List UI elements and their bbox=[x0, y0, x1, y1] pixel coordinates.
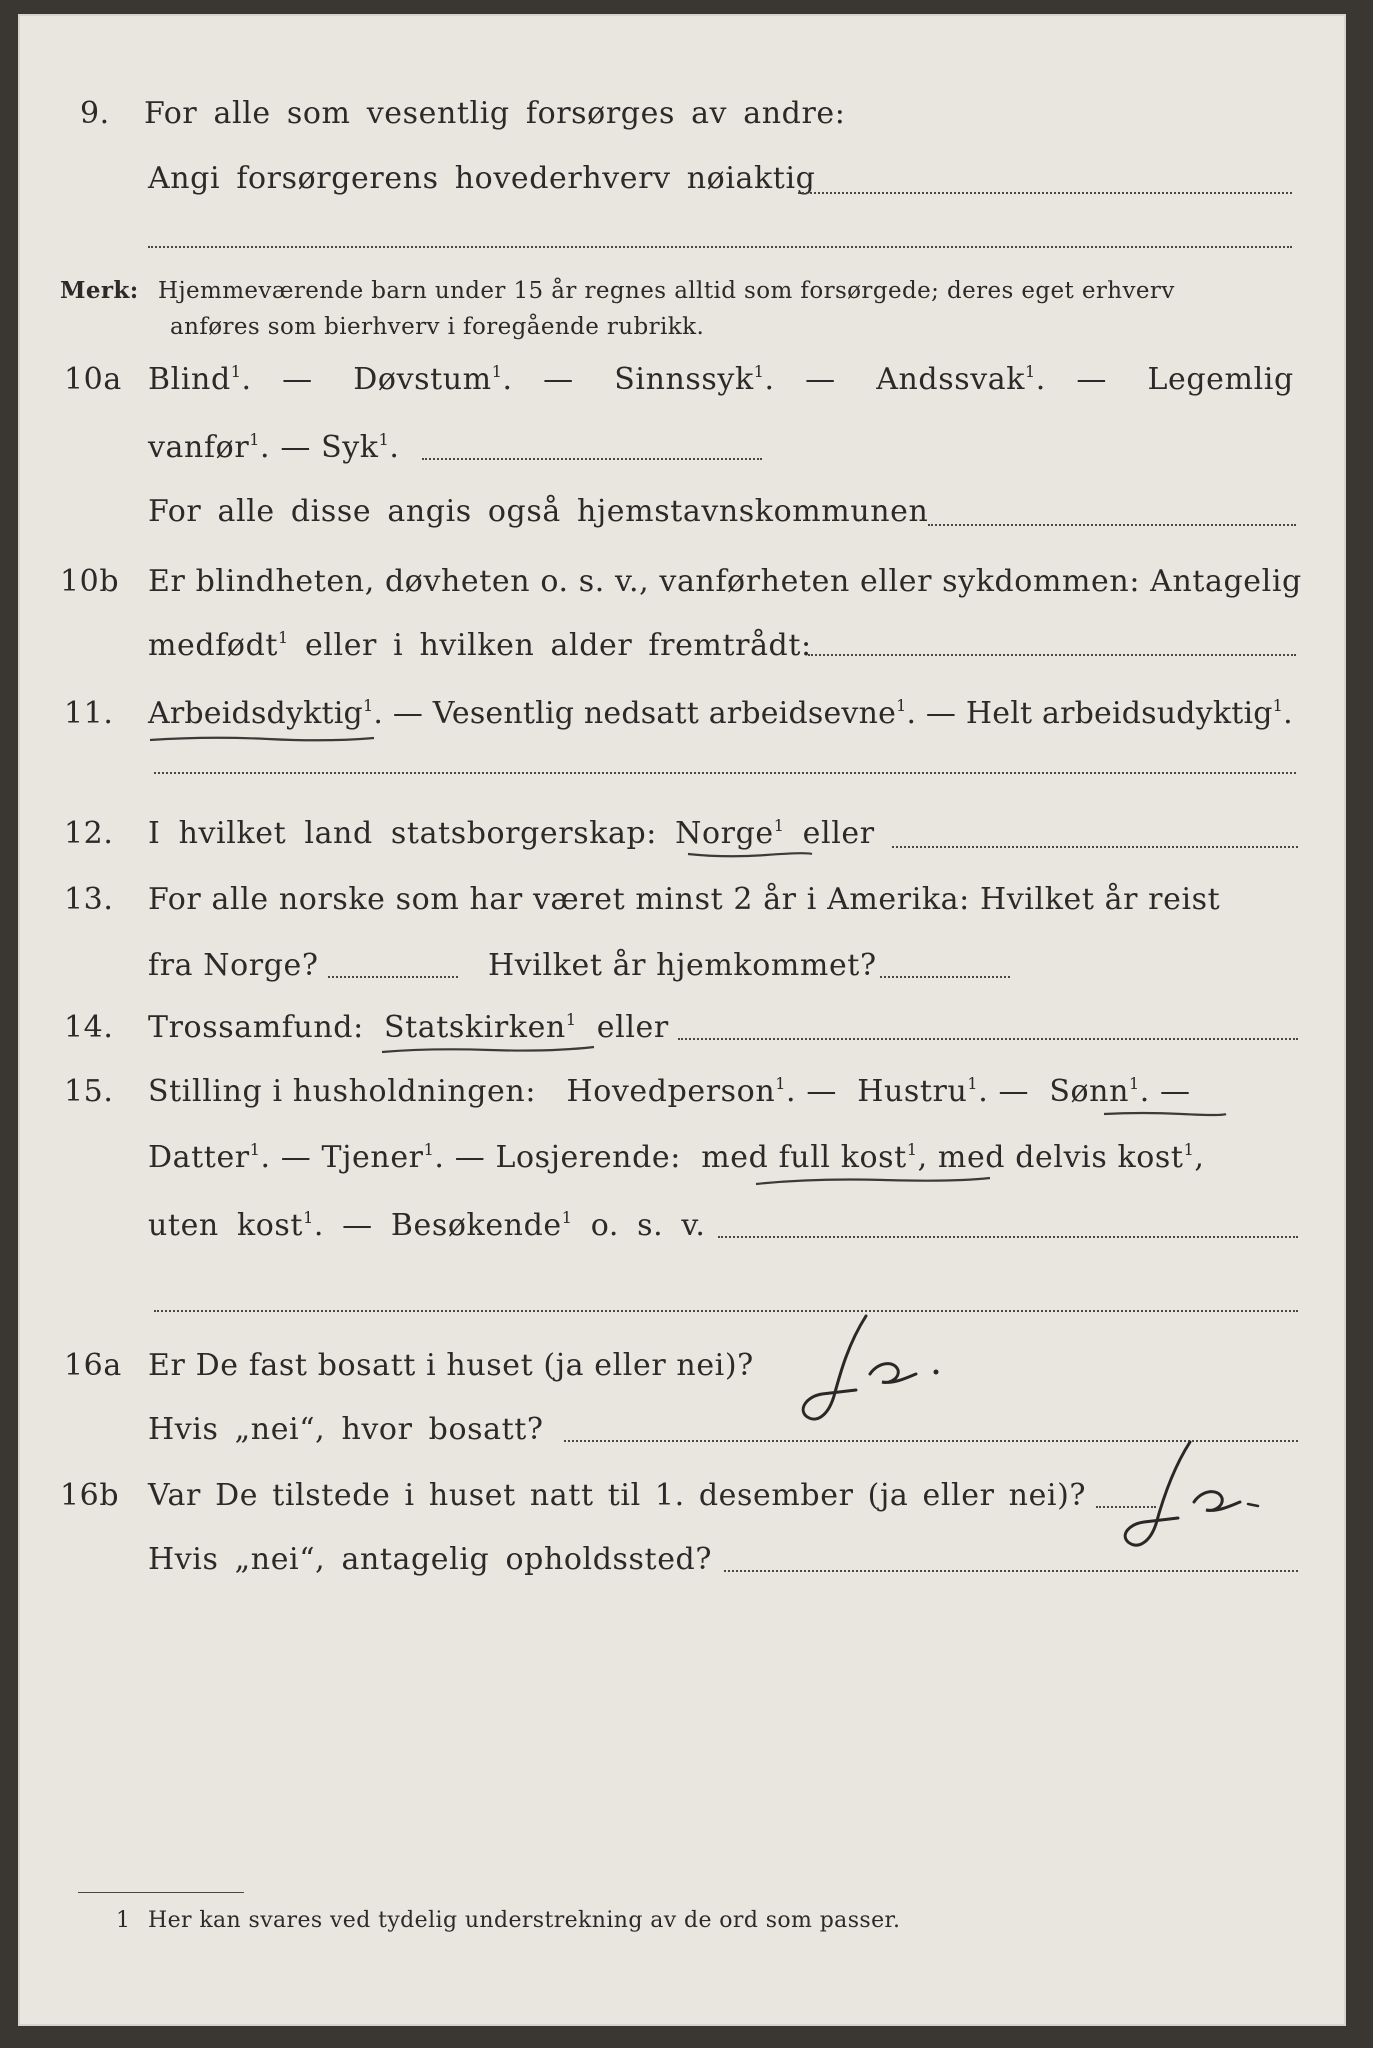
q11-number: 11. bbox=[64, 696, 114, 731]
merk-line1: Hjemmeværende barn under 15 år regnes alltid som forsørgede; deres eget erhverv bbox=[158, 278, 1175, 304]
q10b-line2: medfødt$^1$ eller i hvilken alder fremtrådt: bbox=[148, 628, 812, 663]
q14-answer-line[interactable] bbox=[678, 1038, 1298, 1040]
q15-opt-hustru[interactable]: Hustru bbox=[857, 1074, 968, 1109]
q11-underline-mark bbox=[148, 730, 378, 746]
q10a-opt-blind[interactable]: Blind bbox=[148, 362, 231, 397]
q15-line2: Datter$^1$. — Tjener$^1$. — Losjerende: med full kost$^1$, med delvis kost$^1$, bbox=[148, 1140, 1205, 1175]
q15-opt-sonn[interactable]: Sønn bbox=[1049, 1074, 1129, 1109]
q9-answer-line[interactable] bbox=[798, 192, 1292, 194]
q16a-handwritten-answer bbox=[778, 1304, 978, 1434]
q15-answer-line-2[interactable] bbox=[154, 1310, 1298, 1312]
q10b-number: 10b bbox=[60, 564, 120, 599]
q16b-line2: Hvis „nei“, antagelig opholdssted? bbox=[148, 1542, 713, 1577]
q16b-number: 16b bbox=[60, 1478, 120, 1513]
q13-number: 13. bbox=[64, 882, 114, 917]
q14-number: 14. bbox=[64, 1010, 114, 1045]
q10b-answer-line[interactable] bbox=[808, 654, 1296, 656]
q14-opt-statskirken[interactable]: Statskirken bbox=[383, 1010, 566, 1045]
q13-line2a: fra Norge? bbox=[148, 948, 319, 983]
footnote-rule bbox=[78, 1892, 244, 1893]
q11-opt-arbeidsdyktig[interactable]: Arbeidsdyktig bbox=[148, 696, 363, 731]
q10a-line1: Blind$^1$. — Døvstum$^1$. — Sinnssyk$^1$. — Andssvak$^1$. — Legemlig bbox=[148, 362, 1294, 397]
q10a-opt-andssvak[interactable]: Andssvak bbox=[876, 362, 1026, 397]
q15-underline-sonn bbox=[1102, 1106, 1232, 1122]
q15-line3: uten kost$^1$. — Besøkende$^1$ o. s. v. bbox=[148, 1208, 706, 1243]
q15-opt-tjener[interactable]: Tjener bbox=[321, 1140, 424, 1175]
q13-year-left-line[interactable] bbox=[328, 976, 458, 978]
q10a-opt-syk[interactable]: Syk bbox=[321, 430, 379, 465]
q16a-line2: Hvis „nei“, hvor bosatt? bbox=[148, 1412, 544, 1447]
q16b-answer-line-2[interactable] bbox=[724, 1570, 1298, 1572]
q12-number: 12. bbox=[64, 816, 114, 851]
q16a-line1: Er De fast bosatt i huset (ja eller nei)? bbox=[148, 1348, 754, 1383]
q15-opt-datter[interactable]: Datter bbox=[148, 1140, 250, 1175]
q15-opt-losjerende[interactable]: Losjerende: bbox=[495, 1140, 681, 1175]
q11-opt-nedsatt[interactable]: Vesentlig nedsatt arbeidsevne bbox=[432, 696, 897, 731]
q11-answer-line[interactable] bbox=[154, 772, 1296, 774]
q9-answer-line-2[interactable] bbox=[148, 246, 1292, 248]
q10a-line3: For alle disse angis også hjemstavnskommunen bbox=[148, 494, 929, 529]
q9-line1: For alle som vesentlig forsørges av andre: bbox=[144, 96, 846, 131]
q11-opt-udyktig[interactable]: Helt arbeidsudyktig bbox=[965, 696, 1273, 731]
q10a-opt-sinnssyk[interactable]: Sinnssyk bbox=[614, 362, 754, 397]
merk-label: Merk: bbox=[60, 277, 139, 304]
q15-opt-besokende[interactable]: Besøkende bbox=[390, 1208, 562, 1243]
q15-number: 15. bbox=[64, 1074, 114, 1109]
q12-answer-line[interactable] bbox=[892, 846, 1298, 848]
q12-opt-norge[interactable]: Norge bbox=[675, 816, 774, 851]
q13-year-returned-line[interactable] bbox=[880, 976, 1010, 978]
q14-line: Trossamfund: Statskirken$^1$ eller bbox=[148, 1010, 669, 1045]
q10a-answer-line[interactable] bbox=[422, 458, 762, 460]
merk-line2: anføres som bierhverv i foregående rubrikk. bbox=[170, 314, 705, 340]
q10a-line2: vanfør$^1$. — Syk$^1$. bbox=[148, 430, 400, 465]
q10a-opt-legemlig[interactable]: Legemlig bbox=[1147, 362, 1294, 397]
q10b-line1: Er blindheten, døvheten o. s. v., vanførheten eller sykdommen: Antagelig bbox=[148, 564, 1302, 599]
q14-underline-mark bbox=[380, 1040, 600, 1060]
q15-underline-full-kost bbox=[754, 1170, 994, 1194]
q10a-number: 10a bbox=[64, 362, 122, 397]
q9-line2: Angi forsørgerens hovederhverv nøiaktig bbox=[148, 161, 816, 196]
q11-line: Arbeidsdyktig$^1$. — Vesentlig nedsatt arbeidsevne$^1$. — Helt arbeidsudyktig$^1$. bbox=[148, 696, 1293, 731]
q13-line2b: Hvilket år hjemkommet? bbox=[488, 948, 877, 983]
q15-line1: Stilling i husholdningen: Hovedperson$^1$. — Hustru$^1$. — Sønn$^1$. — bbox=[148, 1074, 1191, 1109]
q15-opt-hovedperson[interactable]: Hovedperson bbox=[566, 1074, 776, 1109]
footnote-mark: 1 bbox=[116, 1908, 131, 1933]
q12-underline-mark bbox=[686, 848, 816, 862]
census-form-page bbox=[18, 14, 1346, 2026]
q12-line: I hvilket land statsborgerskap: Norge$^1$ eller bbox=[148, 816, 875, 851]
q10a-opt-vanfor[interactable]: vanfør bbox=[148, 430, 250, 465]
q15-answer-line[interactable] bbox=[718, 1236, 1298, 1238]
q9-number: 9. bbox=[80, 96, 110, 131]
q16a-number: 16a bbox=[64, 1348, 122, 1383]
q10b-opt-medfodt[interactable]: medfødt bbox=[148, 628, 279, 663]
q15-opt-delvis-kost[interactable]: med delvis kost bbox=[937, 1140, 1184, 1175]
q10a-hometown-line[interactable] bbox=[928, 524, 1296, 526]
q10a-opt-dovstum[interactable]: Døvstum bbox=[353, 362, 492, 397]
q16b-line1: Var De tilstede i huset natt til 1. desember (ja eller nei)? bbox=[148, 1478, 1087, 1513]
footnote-text: Her kan svares ved tydelig understrekning av de ord som passer. bbox=[148, 1908, 901, 1933]
q13-line1: For alle norske som har været minst 2 år i Amerika: Hvilket år reist bbox=[148, 882, 1221, 917]
q15-opt-full-kost[interactable]: med full kost bbox=[701, 1140, 907, 1175]
q16b-handwritten-answer bbox=[1098, 1432, 1298, 1562]
q15-opt-uten-kost[interactable]: uten kost bbox=[148, 1208, 304, 1243]
